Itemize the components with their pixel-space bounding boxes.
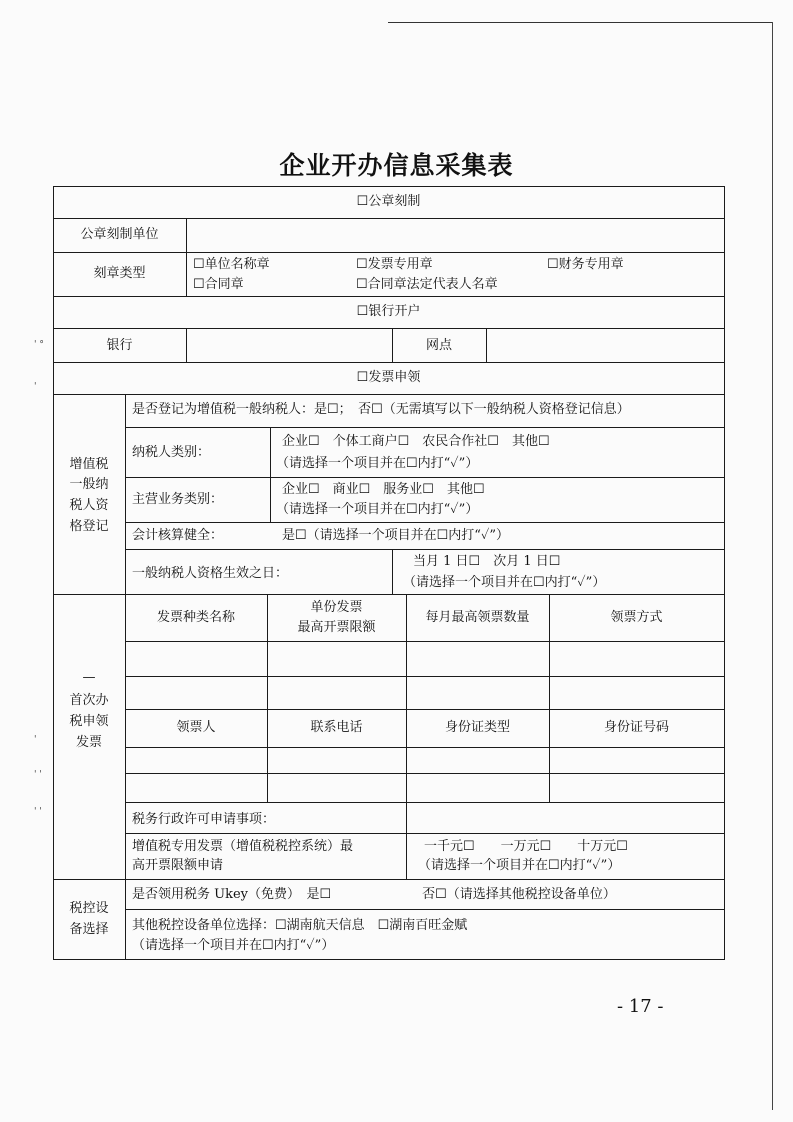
license-label: 税务行政许可申请事项： xyxy=(132,812,276,827)
tax-control-side-label: 备选择 xyxy=(69,922,109,937)
table-rule xyxy=(125,833,724,834)
first-invoice-side-mark: — xyxy=(82,670,96,685)
branch-label: 网点 xyxy=(425,338,452,353)
seal-type-label: 刻章类型 xyxy=(93,266,146,281)
table-rule xyxy=(53,362,724,363)
table-rule xyxy=(724,186,725,960)
margin-mark: ' ° xyxy=(34,340,44,350)
accounting-options[interactable]: 是☐（请选择一个项目并在☐内打“✓”） xyxy=(282,528,509,543)
header-recipient: 领票人 xyxy=(176,720,216,735)
seal-unit-label: 公章刻制单位 xyxy=(80,227,159,242)
other-device-hint: （请选择一个项目并在☐内打“✓”） xyxy=(132,938,335,953)
form-title: 企业开办信息采集表 xyxy=(279,151,514,180)
table-rule xyxy=(392,549,393,594)
taxpayer-type-hint: （请选择一个项目并在☐内打“✓”） xyxy=(276,456,479,471)
tax-control-side-label: 税控设 xyxy=(69,901,109,916)
effective-date-label: 一般纳税人资格生效之日： xyxy=(132,566,289,581)
header-id-number: 身份证号码 xyxy=(603,720,669,735)
seal-type-option[interactable]: ☐合同章 xyxy=(193,277,244,292)
first-invoice-side-label: 发票 xyxy=(75,735,102,750)
business-type-options[interactable]: 企业☐ 商业☐ 服务业☐ 其他☐ xyxy=(282,482,485,497)
table-rule xyxy=(186,218,187,296)
table-rule xyxy=(486,328,487,362)
table-rule xyxy=(125,477,724,478)
table-rule xyxy=(53,879,724,880)
table-rule xyxy=(53,328,724,329)
header-max-limit: 最高开票限额 xyxy=(297,620,376,635)
accounting-label: 会计核算健全： xyxy=(132,528,224,543)
invoice-section-title[interactable]: ☐发票申领 xyxy=(356,370,421,385)
bank-label: 银行 xyxy=(106,338,133,353)
margin-mark: ' xyxy=(34,735,37,745)
header-single-limit: 单份发票 xyxy=(310,600,363,615)
margin-mark: ' ' xyxy=(34,770,42,780)
table-rule xyxy=(125,427,724,428)
table-rule xyxy=(125,909,724,910)
limit-label: 高开票限额申请 xyxy=(132,858,224,873)
other-device-label[interactable]: 其他税控设备单位选择：☐湖南航天信息 ☐湖南百旺金赋 xyxy=(132,918,468,933)
bank-section-title[interactable]: ☐银行开户 xyxy=(356,304,421,319)
table-rule xyxy=(270,427,271,522)
binding-rule xyxy=(772,22,773,1110)
header-invoice-type: 发票种类名称 xyxy=(156,610,235,625)
table-rule xyxy=(125,549,724,550)
header-phone: 联系电话 xyxy=(310,720,363,735)
table-rule xyxy=(53,186,724,187)
limit-label: 增值税专用发票（增值税税控系统）最 xyxy=(132,839,354,854)
header-rule xyxy=(388,22,772,23)
limit-hint: （请选择一个项目并在☐内打“✓”） xyxy=(418,858,621,873)
table-rule xyxy=(125,522,724,523)
limit-options[interactable]: 一千元☐ 一万元☐ 十万元☐ xyxy=(424,839,628,854)
taxpayer-type-options[interactable]: 企业☐ 个体工商户☐ 农民合作社☐ 其他☐ xyxy=(282,434,550,449)
effective-date-hint: （请选择一个项目并在☐内打“✓”） xyxy=(403,575,606,590)
header-receive-method: 领票方式 xyxy=(610,610,663,625)
table-rule xyxy=(125,747,724,748)
effective-date-options[interactable]: 当月 1 日☐ 次月 1 日☐ xyxy=(413,554,561,569)
header-monthly-quantity: 每月最高领票数量 xyxy=(425,610,530,625)
seal-unit-field[interactable] xyxy=(190,224,720,250)
table-rule xyxy=(53,296,724,297)
page-number: - 17 - xyxy=(617,996,664,1017)
vat-general-question[interactable]: 是否登记为增值税一般纳税人：是☐； 否☐（无需填写以下一般纳税人资格登记信息） xyxy=(132,402,630,417)
table-rule xyxy=(53,594,724,595)
first-invoice-side-label: 税申领 xyxy=(69,714,109,729)
table-rule xyxy=(186,328,187,362)
table-rule xyxy=(125,802,724,803)
ukey-question[interactable]: 是否领用税务 Ukey（免费） 是☐ 否☐（请选择其他税控设备单位） xyxy=(132,887,616,902)
seal-section-title[interactable]: ☐公章刻制 xyxy=(356,194,421,209)
table-rule xyxy=(53,959,724,960)
table-rule xyxy=(125,709,724,710)
header-id-type: 身份证类型 xyxy=(444,720,510,735)
vat-side-label: 税人资 xyxy=(69,498,109,513)
seal-type-option[interactable]: ☐发票专用章 xyxy=(356,257,433,272)
vat-side-label: 增值税 xyxy=(69,457,109,472)
margin-mark: ' xyxy=(34,382,37,392)
vat-side-label: 格登记 xyxy=(69,519,109,534)
vat-side-label: 一般纳 xyxy=(69,477,109,492)
table-rule xyxy=(125,641,724,642)
business-type-label: 主营业务类别： xyxy=(132,492,224,507)
business-type-hint: （请选择一个项目并在☐内打“✓”） xyxy=(276,502,479,517)
seal-type-option[interactable]: ☐单位名称章 xyxy=(193,257,270,272)
margin-mark: ' ' xyxy=(34,807,42,817)
seal-type-option[interactable]: ☐财务专用章 xyxy=(547,257,624,272)
first-invoice-side-label: 首次办 xyxy=(69,693,109,708)
table-rule xyxy=(53,252,724,253)
table-rule xyxy=(53,394,724,395)
table-rule xyxy=(125,773,724,774)
bank-field[interactable] xyxy=(190,332,388,358)
taxpayer-type-label: 纳税人类别： xyxy=(132,445,211,460)
table-rule xyxy=(53,218,724,219)
seal-type-option[interactable]: ☐合同章法定代表人名章 xyxy=(356,277,498,292)
branch-field[interactable] xyxy=(490,332,720,358)
table-rule xyxy=(125,676,724,677)
